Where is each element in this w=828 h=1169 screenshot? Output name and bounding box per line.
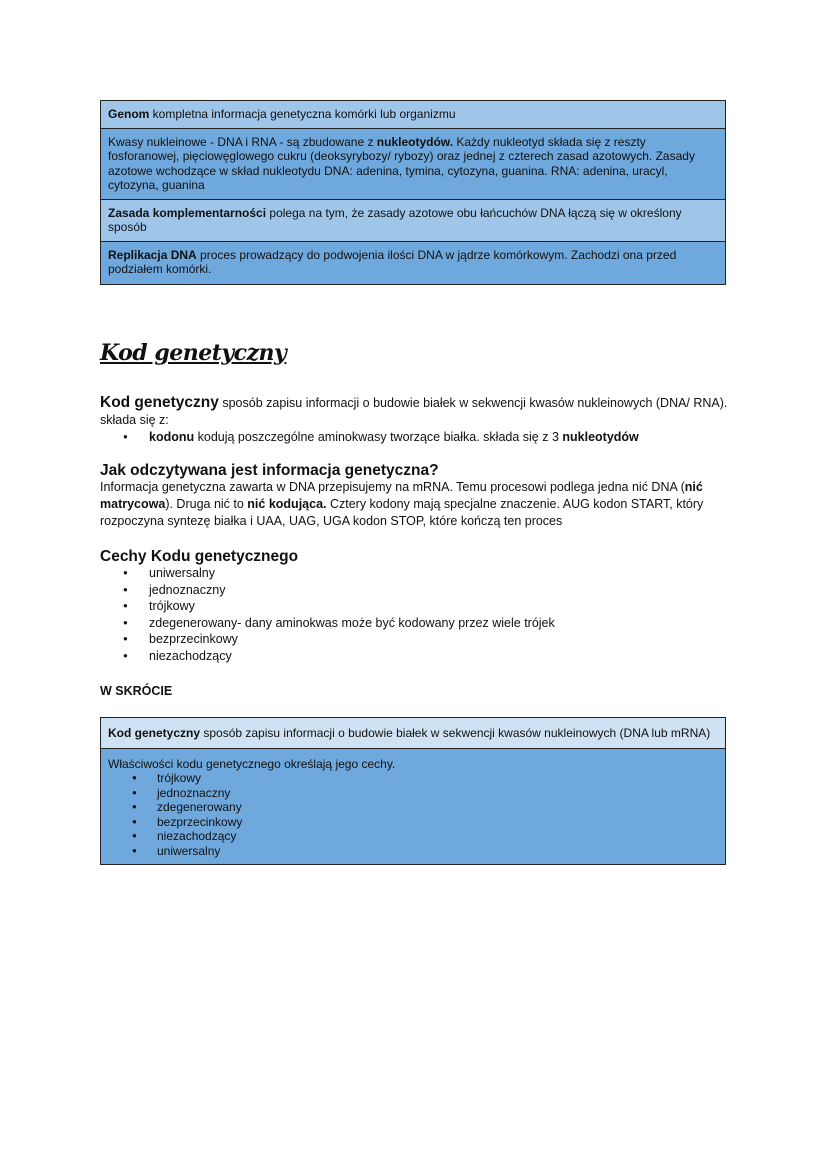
definition-list (100, 429, 730, 446)
reading-paragraph (100, 479, 730, 530)
term: Genom (108, 107, 150, 121)
section-title: Kod genetyczny (100, 340, 287, 366)
properties-list (108, 771, 718, 858)
term: Zasada komplementarności (108, 205, 267, 220)
term: nić kodująca. (247, 497, 327, 511)
list-item: ● zdegenerowany- dany aminokwas może być kodowany przez wiele trójek (100, 615, 730, 632)
list-item: ● uniwersalny (100, 565, 730, 582)
definition-text: proces prowadzący do podwojenia ilości DNA w jądrze komórkowym. Zachodzi ona przed podziałem komórki. (108, 247, 677, 276)
summary-label: W SKRÓCIE (100, 684, 173, 698)
list-item: ● bezprzecinkowy (108, 815, 718, 830)
features-section (100, 548, 730, 664)
row-intro: Właściwości kodu genetycznego określają jego cechy. (108, 756, 396, 771)
table-row (101, 748, 725, 865)
reading-section (100, 462, 730, 530)
list-item: ● zdegenerowany (108, 800, 718, 815)
summary-table (100, 717, 726, 865)
definition-paragraph (100, 394, 730, 446)
definition-text: sposób zapisu informacji o budowie białek w sekwencji kwasów nukleinowych (DNA lub mRNA) (200, 726, 711, 740)
definition-text: Każdy nukleotyd składa się z reszty fosforanowej, pięciowęglowego cukru (deoksyrybozy/ rybozy) oraz jednej z czterech zasad azotowych. Zasady azotowe wchodzące w skład nukleotydu DNA: adenina, tymina, cytozyna, guanina. RNA: adenina, uracyl, cytozyna, guanina (108, 134, 695, 192)
list-item: ● jednoznaczny (108, 786, 718, 801)
list-item: ● niezachodzący (108, 829, 718, 844)
term: Replikacja DNA (108, 247, 197, 262)
table-row (101, 241, 725, 284)
term: nukleotydów. (376, 134, 454, 149)
list-item: ● jednoznaczny (100, 582, 730, 599)
term: Kod genetyczny (100, 394, 219, 411)
term: nukleotydów (562, 430, 639, 444)
features-list (100, 565, 730, 664)
definition-text: Kwasy nukleinowe - DNA i RNA - są zbudowane z (108, 134, 377, 149)
term: kodonu (149, 430, 195, 444)
list-item: ● trójkowy (100, 598, 730, 615)
text: ). Druga nić to (165, 497, 248, 511)
definition-text: polega na tym, że zasady azotowe obu łańcuchów DNA łączą się w określony sposób (108, 205, 682, 234)
text: Informacja genetyczna zawarta w DNA przepisujemy na mRNA. Temu procesowi podlega jedna nić DNA ( (100, 480, 685, 494)
list-item: ● trójkowy (108, 771, 718, 786)
term: nić matrycowa (100, 480, 703, 511)
table-row (101, 101, 725, 128)
item-text: kodują poszczególne aminokwasy tworzące białka. składa się z 3 (194, 430, 563, 444)
list-item: ● uniwersalny (108, 844, 718, 859)
table-row (101, 199, 725, 241)
definition-text: sposób zapisu informacji o budowie białek w sekwencji kwasów nukleinowych (DNA/ RNA). składa się z: (100, 396, 728, 427)
table-row (101, 718, 725, 748)
section-heading: Cechy Kodu genetycznego (100, 548, 299, 565)
list-item: ● bezprzecinkowy (100, 631, 730, 648)
definition-text: kompletna informacja genetyczna komórki lub organizmu (149, 107, 456, 121)
term: Kod genetyczny (108, 726, 201, 740)
definitions-table (100, 100, 726, 285)
list-item: ● niezachodzący (100, 648, 730, 665)
table-row (101, 128, 725, 199)
list-item (100, 429, 730, 446)
text: Cztery kodony mają specjalne znaczenie. AUG kodon START, który rozpoczyna syntezę białka i UAA, UAG, UGA kodon STOP, które kończą ten proces (100, 497, 704, 528)
section-heading: Jak odczytywana jest informacja genetyczna? (100, 462, 439, 479)
